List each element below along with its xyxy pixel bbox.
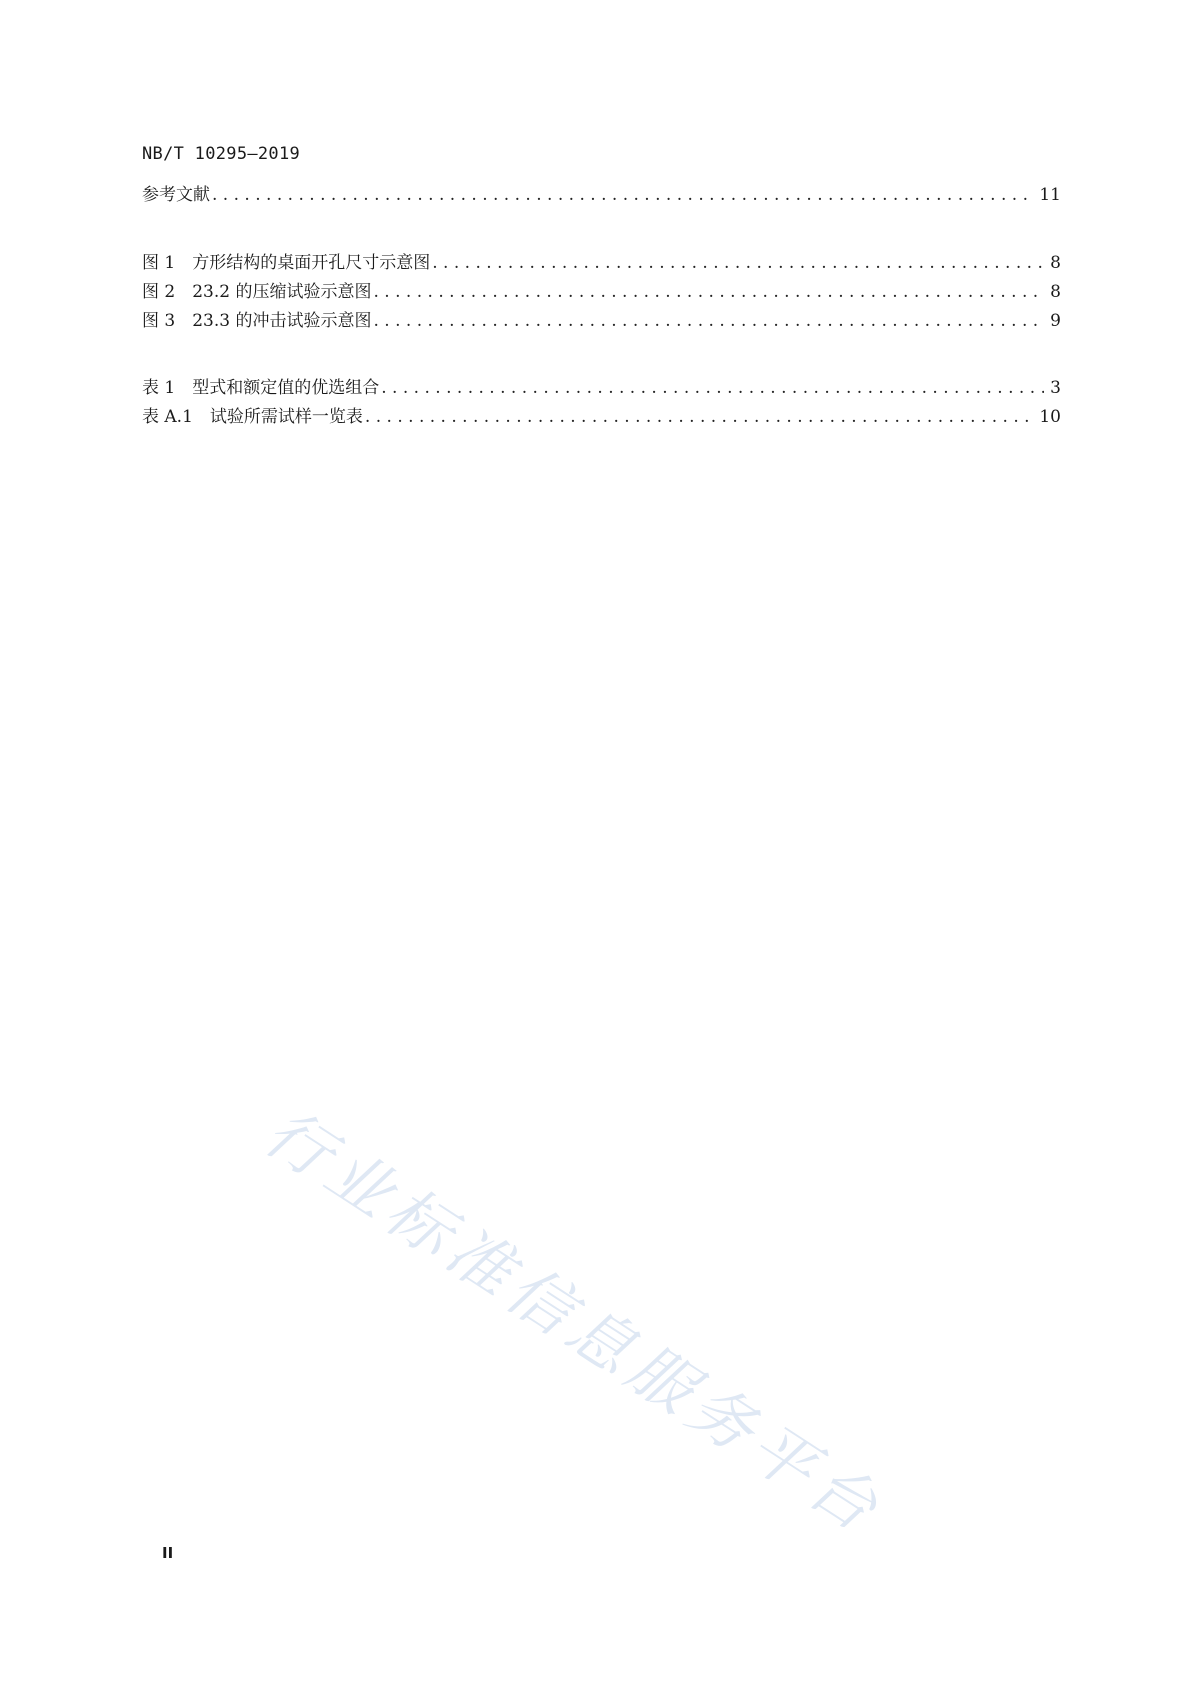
- toc-entry-table-1[interactable]: [142, 376, 1061, 400]
- page-number: II: [162, 1544, 174, 1562]
- toc-entry-label: 图 3 23.3 的冲击试验示意图: [142, 311, 372, 331]
- toc-entry-page: 8: [1050, 282, 1061, 302]
- toc-entry-figure-3[interactable]: [142, 309, 1061, 333]
- toc-entry-label: 表 A.1 试验所需试样一览表: [142, 407, 363, 427]
- toc-dot-leader: [432, 251, 1044, 275]
- toc-entry-page: 10: [1039, 407, 1061, 427]
- toc-dot-leader: [365, 405, 1033, 429]
- toc-entry-page: 3: [1050, 378, 1061, 398]
- toc-entry-page: 8: [1050, 253, 1061, 273]
- toc-entry-page: 9: [1050, 311, 1061, 331]
- toc-entry-label: 图 2 23.2 的压缩试验示意图: [142, 282, 372, 302]
- toc-entry-table-a1[interactable]: [142, 405, 1061, 429]
- document-code: NB/T 10295—2019: [142, 144, 301, 164]
- watermark: 行业标准信息服务平台: [251, 1095, 896, 1550]
- toc-dot-leader: [212, 183, 1033, 207]
- toc-dot-leader: [381, 376, 1044, 400]
- toc-entry-figure-2[interactable]: [142, 280, 1061, 304]
- toc-dot-leader: [373, 280, 1044, 304]
- toc-dot-leader: [373, 309, 1044, 333]
- toc-entry-references[interactable]: [142, 183, 1061, 207]
- toc-entry-figure-1[interactable]: [142, 251, 1061, 275]
- toc-entry-label: 图 1 方形结构的桌面开孔尺寸示意图: [142, 253, 431, 273]
- toc-entry-page: 11: [1039, 185, 1061, 205]
- toc-entry-label: 参考文献: [142, 185, 210, 205]
- toc-entry-label: 表 1 型式和额定值的优选组合: [142, 378, 380, 398]
